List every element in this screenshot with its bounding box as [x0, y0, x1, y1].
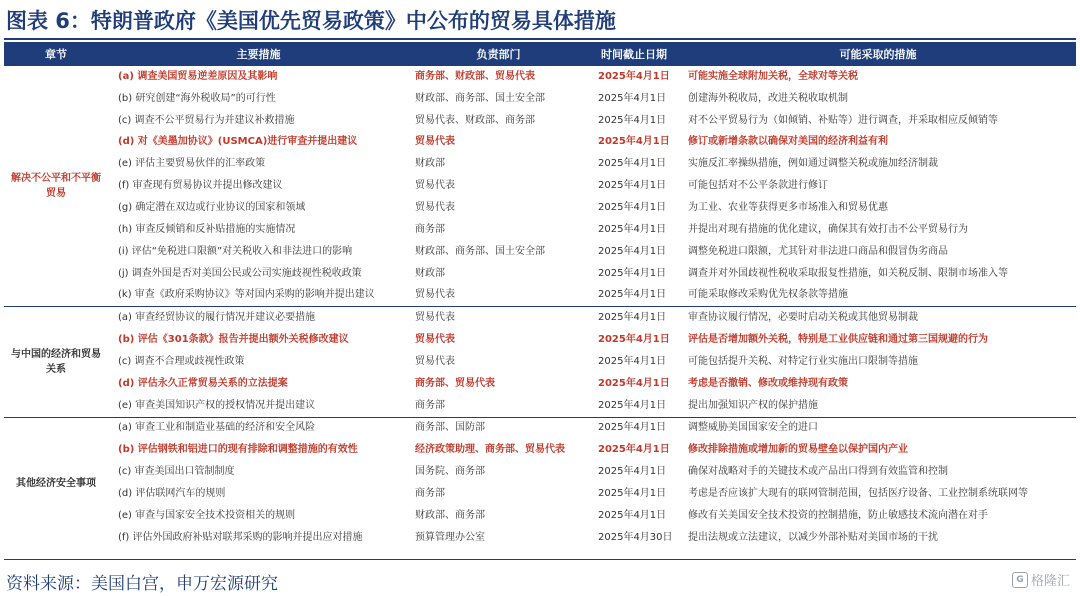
- table-row: [4, 329, 1076, 351]
- action-cell: 评估是否增加额外关税，特别是工业供应链和通过第三国规避的行为: [688, 334, 988, 346]
- table-row: [4, 153, 1076, 175]
- table-row: [4, 66, 1076, 88]
- deadline-cell: 2025年4月1日: [598, 201, 667, 213]
- deadline-cell: 2025年4月1日: [598, 377, 670, 389]
- action-cell: 修改有关美国安全技术投资的控制措施，防止敏感技术流向潜在对手: [688, 509, 988, 521]
- table-row: [4, 439, 1076, 461]
- deadline-cell: 2025年4月1日: [588, 417, 680, 439]
- table-row: [4, 351, 1076, 373]
- action-cell: 考虑是否应该扩大现有的联网管制范围，包括医疗设备、工业控制系统联网等: [688, 487, 1028, 499]
- table-row: [4, 132, 1076, 154]
- header-measure: 主要措施: [108, 42, 409, 66]
- deadline-cell: 2025年4月1日: [598, 92, 667, 104]
- department-cell: 贸易代表: [415, 180, 455, 192]
- measure-cell: (c) 调查不公平贸易行为并建议补救措施: [118, 114, 295, 126]
- header-department: 负责部门: [409, 42, 588, 66]
- measure-cell: (e) 审查美国知识产权的授权情况并提出建议: [118, 399, 316, 411]
- measure-cell: (c) 审查美国出口管制制度: [118, 466, 235, 478]
- measure-cell: (f) 评估外国政府补贴对联邦采购的影响并提出应对措施: [118, 531, 363, 543]
- action-cell: 调整威胁美国国家安全的进口: [680, 417, 1076, 439]
- measure-cell: (a) 审查工业和制造业基础的经济和安全风险: [108, 417, 409, 439]
- table-row: [4, 483, 1076, 505]
- action-cell: 修改排除措施或增加新的贸易壁垒以保护国内产业: [688, 444, 908, 456]
- table-row: [4, 417, 1076, 439]
- source-note: 资料来源：美国白宫，申万宏源研究: [6, 574, 278, 594]
- watermark: [1012, 570, 1070, 589]
- department-cell: 商务部、贸易代表: [415, 377, 495, 389]
- action-cell: 考虑是否撤销、修改或维持现有政策: [688, 377, 848, 389]
- chapter-cell: 解决不公平和不平衡贸易: [11, 173, 101, 200]
- department-cell: 财政部、商务部、国土安全部: [415, 245, 545, 257]
- department-cell: 商务部: [415, 487, 445, 499]
- deadline-cell: 2025年4月1日: [598, 158, 667, 170]
- department-cell: 贸易代表: [415, 136, 455, 148]
- department-cell: 商务部、国防部: [409, 417, 588, 439]
- deadline-cell: 2025年4月1日: [598, 355, 667, 367]
- deadline-cell: 2025年4月1日: [598, 70, 670, 82]
- department-cell: 预算管理办公室: [415, 531, 485, 543]
- deadline-cell: 2025年4月1日: [598, 444, 670, 456]
- department-cell: 商务部、财政部、贸易代表: [415, 70, 535, 82]
- action-cell: 实施反汇率操纵措施，例如通过调整关税或施加经济制裁: [688, 158, 938, 170]
- deadline-cell: 2025年4月1日: [598, 399, 667, 411]
- table-row: [4, 263, 1076, 285]
- measure-cell: (f) 审查现有贸易协议并提出修改建议: [118, 180, 283, 192]
- measure-cell: (g) 确定潜在双边或行业协议的国家和领域: [118, 201, 306, 213]
- title-divider: [4, 38, 1076, 40]
- table-row: [4, 373, 1076, 395]
- action-cell: 调整免税进口限额，尤其针对非法进口商品和假冒伪劣商品: [688, 245, 948, 257]
- table-row: [4, 395, 1076, 417]
- deadline-cell: 2025年4月1日: [598, 223, 667, 235]
- deadline-cell: 2025年4月1日: [598, 245, 667, 257]
- watermark-text: 格隆汇: [1030, 574, 1070, 589]
- action-cell: 并提出对现有措施的优化建议，确保其有效打击不公平贸易行为: [688, 223, 968, 235]
- action-cell: 创建海外税收局，改进关税收取机制: [688, 92, 848, 104]
- measure-cell: (i) 评估“免税进口限额”对关税收入和非法进口的影响: [118, 245, 353, 257]
- table-row: [4, 461, 1076, 483]
- department-cell: 贸易代表: [415, 334, 455, 346]
- header-chapter: 章节: [4, 42, 108, 66]
- measure-cell: (k) 审查《政府采购协议》等对国内采购的影响并提出建议: [118, 289, 375, 301]
- department-cell: 财政部、商务部、国土安全部: [415, 92, 545, 104]
- measure-cell: (d) 评估永久正常贸易关系的立法提案: [118, 377, 288, 389]
- deadline-cell: 2025年4月1日: [598, 334, 670, 346]
- department-cell: 国务院、商务部: [415, 466, 485, 478]
- deadline-cell: 2025年4月1日: [598, 509, 667, 521]
- measure-cell: (a) 调查美国贸易逆差原因及其影响: [118, 70, 278, 82]
- department-cell: 商务部: [415, 223, 445, 235]
- deadline-cell: 2025年4月1日: [598, 466, 667, 478]
- department-cell: 贸易代表: [415, 289, 455, 301]
- action-cell: 确保对战略对手的关键技术或产品出口得到有效监管和控制: [688, 466, 948, 478]
- measure-cell: (a) 审查经贸协议的履行情况并建议必要措施: [108, 307, 409, 329]
- chapter-cell: 与中国的经济和贸易关系: [4, 307, 108, 417]
- department-cell: 财政部、商务部: [415, 509, 485, 521]
- measure-cell: (b) 评估钢铁和铝进口的现有排除和调整措施的有效性: [118, 444, 358, 456]
- department-cell: 财政部: [415, 158, 445, 170]
- action-cell: 审查协议履行情况，必要时启动关税或其他贸易制裁: [680, 307, 1076, 329]
- action-cell: 为工业、农业等获得更多市场准入和贸易优惠: [688, 201, 888, 213]
- deadline-cell: 2025年4月1日: [598, 136, 670, 148]
- department-cell: 商务部: [415, 399, 445, 411]
- department-cell: 财政部: [415, 267, 445, 279]
- action-cell: 对不公平贸易行为（如倾销、补贴等）进行调查，并采取相应反倾销等: [688, 114, 998, 126]
- action-cell: 提出加强知识产权的保护措施: [688, 399, 818, 411]
- department-cell: 贸易代表: [415, 201, 455, 213]
- measure-cell: (h) 审查反倾销和反补贴措施的实施情况: [118, 223, 296, 235]
- chapter-cell: 其他经济安全事项: [4, 417, 108, 549]
- deadline-cell: 2025年4月1日: [598, 289, 667, 301]
- action-cell: 可能包括提升关税、对特定行业实施出口限制等措施: [688, 355, 918, 367]
- page-title: 图表 6：特朗普政府《美国优先贸易政策》中公布的贸易具体措施: [6, 9, 616, 33]
- table-row: [4, 175, 1076, 197]
- table-header-row: [4, 42, 1076, 66]
- table-row: [4, 527, 1076, 549]
- table-row: [4, 197, 1076, 219]
- department-cell: 贸易代表: [415, 355, 455, 367]
- deadline-cell: 2025年4月1日: [598, 180, 667, 192]
- watermark-logo-icon: G: [1012, 572, 1028, 588]
- measure-cell: (d) 对《美墨加协议》(USMCA)进行审查并提出建议: [118, 136, 358, 148]
- measure-cell: (d) 评估联网汽车的规则: [118, 487, 226, 499]
- measure-cell: (j) 调查外国是否对美国公民或公司实施歧视性税收政策: [118, 267, 362, 279]
- deadline-cell: 2025年4月1日: [598, 114, 667, 126]
- measure-cell: (b) 研究创建“海外税收局”的可行性: [118, 92, 276, 104]
- header-deadline: 时间截止日期: [588, 42, 680, 66]
- measure-cell: (c) 调查不合理或歧视性政策: [118, 355, 245, 367]
- table-row: [4, 307, 1076, 329]
- action-cell: 可能实施全球附加关税，全球对等关税: [688, 70, 858, 82]
- measure-cell: (e) 评估主要贸易伙伴的汇率政策: [118, 158, 266, 170]
- table-row: [4, 284, 1076, 306]
- action-cell: 可能采取修改采购优先权条款等措施: [688, 289, 848, 301]
- deadline-cell: 2025年4月1日: [598, 267, 667, 279]
- table-row: [4, 88, 1076, 110]
- deadline-cell: 2025年4月30日: [598, 531, 673, 543]
- footer-divider: [4, 559, 1076, 560]
- action-cell: 可能包括对不公平条款进行修订: [688, 180, 828, 192]
- header-action: 可能采取的措施: [680, 42, 1076, 66]
- action-cell: 提出法规或立法建议，以减少外部补贴对美国市场的干扰: [688, 531, 938, 543]
- deadline-cell: 2025年4月1日: [598, 487, 667, 499]
- table-body: [4, 66, 1076, 549]
- department-cell: 贸易代表: [409, 307, 588, 329]
- measure-cell: (b) 评估《301条款》报告并提出额外关税修改建议: [118, 334, 349, 346]
- table-row: [4, 219, 1076, 241]
- table-row: [4, 241, 1076, 263]
- action-cell: 修订或新增条款以确保对美国的经济利益有利: [688, 136, 888, 148]
- action-cell: 调查并对外国歧视性税收采取报复性措施，如关税反制、限制市场准入等: [688, 267, 1008, 279]
- deadline-cell: 2025年4月1日: [588, 307, 680, 329]
- table-row: [4, 505, 1076, 527]
- measures-table: [4, 42, 1076, 549]
- measure-cell: (e) 审查与国家安全技术投资相关的规则: [118, 509, 296, 521]
- table-row: [4, 110, 1076, 132]
- department-cell: 经济政策助理、商务部、贸易代表: [415, 444, 565, 456]
- department-cell: 贸易代表、财政部、商务部: [415, 114, 535, 126]
